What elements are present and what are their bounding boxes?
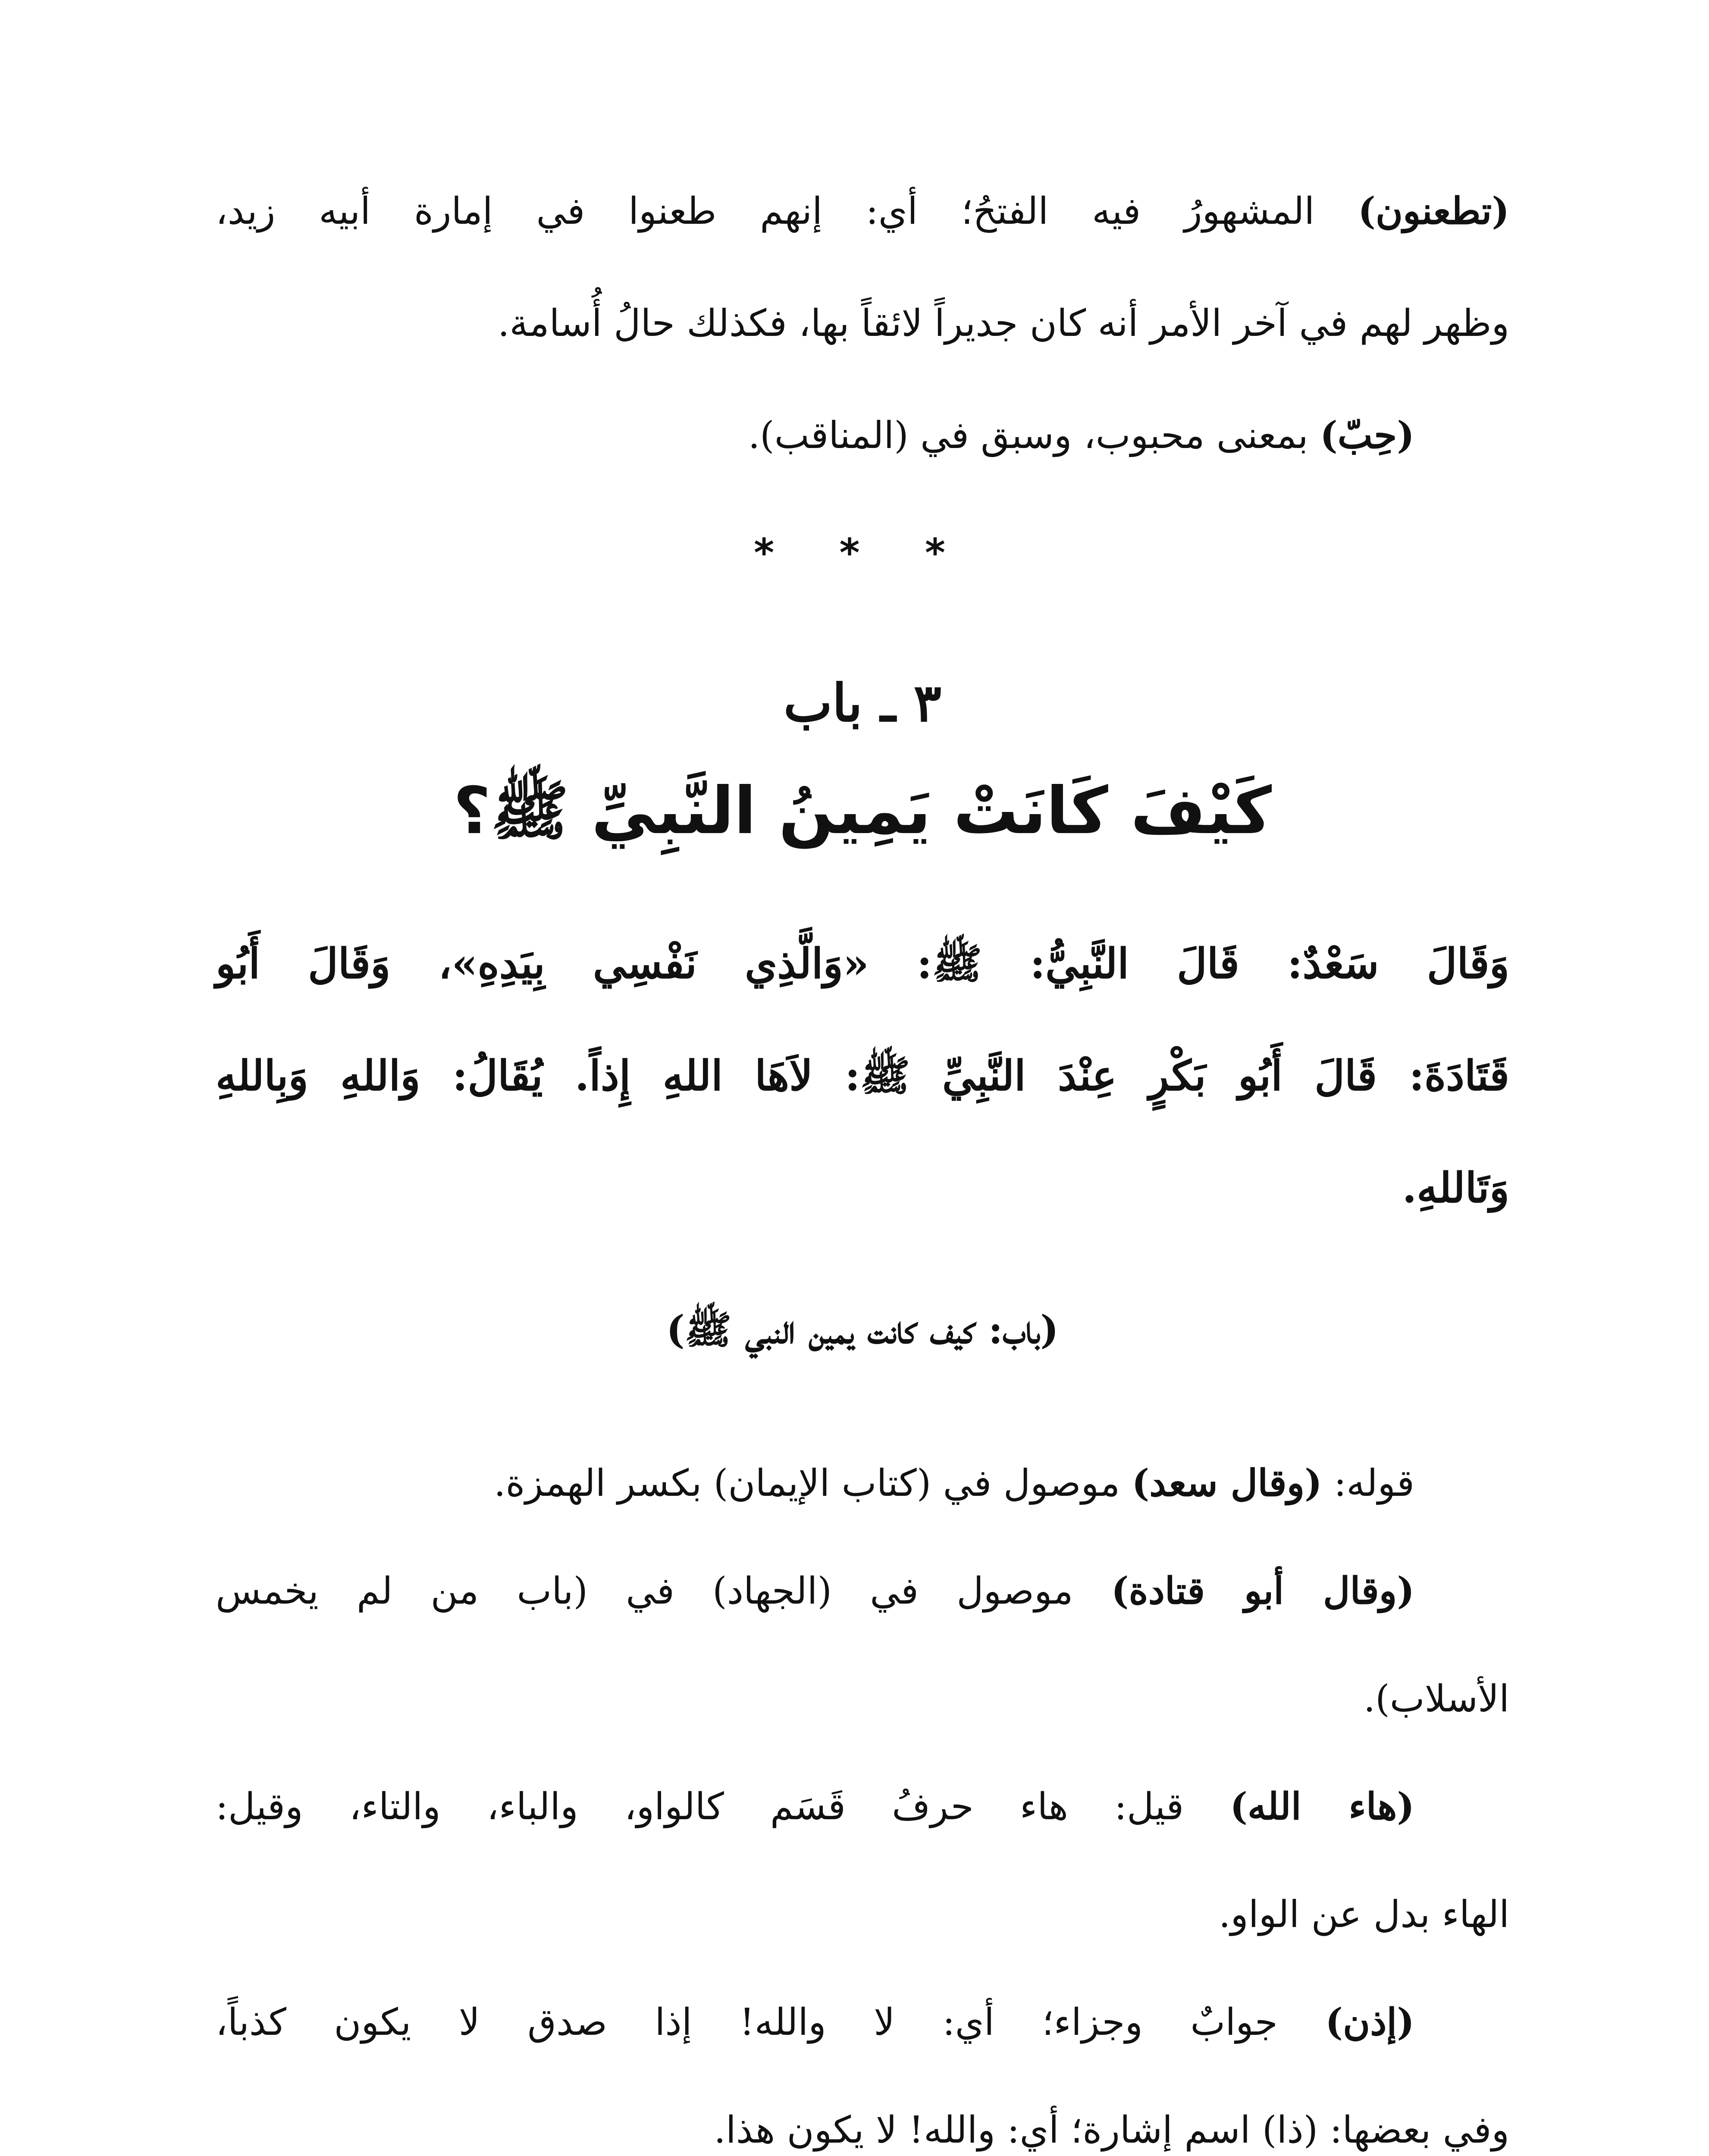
commentary-paragraph <box>216 1781 1414 1841</box>
commentary-line: الأسلاب). <box>1363 1677 1509 1720</box>
commentary-line-usama <box>216 298 1509 358</box>
commentary-text: موصول في (كتاب الإيمان) بكسر الهمزة. <box>494 1462 1120 1505</box>
chapter-number: ٣ ـ باب <box>783 673 942 733</box>
bold-term: (تطعنون) <box>1358 189 1510 233</box>
commentary-paragraph <box>216 1457 1414 1518</box>
commentary-line-tatanun <box>216 185 1509 246</box>
commentary-text: المشهورُ فيه الفتحُ؛ أي: إنهم طعنوا في إمارة أبيه زيد، <box>216 190 1315 233</box>
commentary-text: قوله: <box>1334 1462 1414 1505</box>
commentary-text: قيل: هاء حرفُ قَسَم كالواو، والباء، والتاء، وقيل: <box>216 1785 1184 1828</box>
bold-term: (هاء الله) <box>1230 1785 1414 1828</box>
commentary-line: وفي بعضها: (ذا) اسم إشارة؛ أي: والله! لا يكون هذا. <box>714 2109 1509 2152</box>
bold-term: (وقال أبو قتادة) <box>1111 1569 1415 1613</box>
commentary-text: وظهر لهم في آخر الأمر أنه كان جديراً لائقاً بها، فكذلك حالُ أُسامة. <box>498 302 1509 345</box>
section-separator: * * * <box>754 530 971 576</box>
chapter-title: كَيْفَ كَانَتْ يَمِينُ النَّبِيِّ ﷺ؟ <box>453 774 1272 849</box>
hadith-line: وَقَالَ سَعْدٌ: قَالَ النَّبِيُّ: ﷺ: «وَالَّذِي نَفْسِي بِيَدِهِ»، وَقَالَ أَبُو <box>216 939 1510 988</box>
commentary-text: موصول في (الجهاد) في (باب من لم يخمس <box>216 1570 1073 1613</box>
bold-term: (إذن) <box>1325 2000 1414 2044</box>
commentary-heading: (باب: كيف كانت يمين النبي ﷺ) <box>666 1307 1059 1353</box>
commentary-text: بمعنى محبوب، وسبق في (المناقب). <box>748 414 1308 457</box>
commentary-paragraph <box>216 1565 1414 1626</box>
bold-term: (وقال سعد) <box>1132 1461 1322 1505</box>
hadith-line: قَتَادَةَ: قَالَ أَبُو بَكْرٍ عِنْدَ النَّبِيِّ ﷺ: لاَهَا اللهِ إِذاً. يُقَالُ: وَاللهِ وَبِاللهِ <box>216 1051 1509 1100</box>
hadith-line: وَتَاللهِ. <box>1402 1163 1509 1212</box>
commentary-paragraph <box>216 1996 1414 2057</box>
commentary-line: الهاء بدل عن الواو. <box>1218 1893 1509 1936</box>
commentary-text: جوابٌ وجزاء؛ أي: لا والله! إذا صدق لا يكون كذباً، <box>216 2001 1278 2044</box>
commentary-line-hibb <box>216 410 1414 470</box>
bold-term: (حِبّ) <box>1320 414 1414 457</box>
